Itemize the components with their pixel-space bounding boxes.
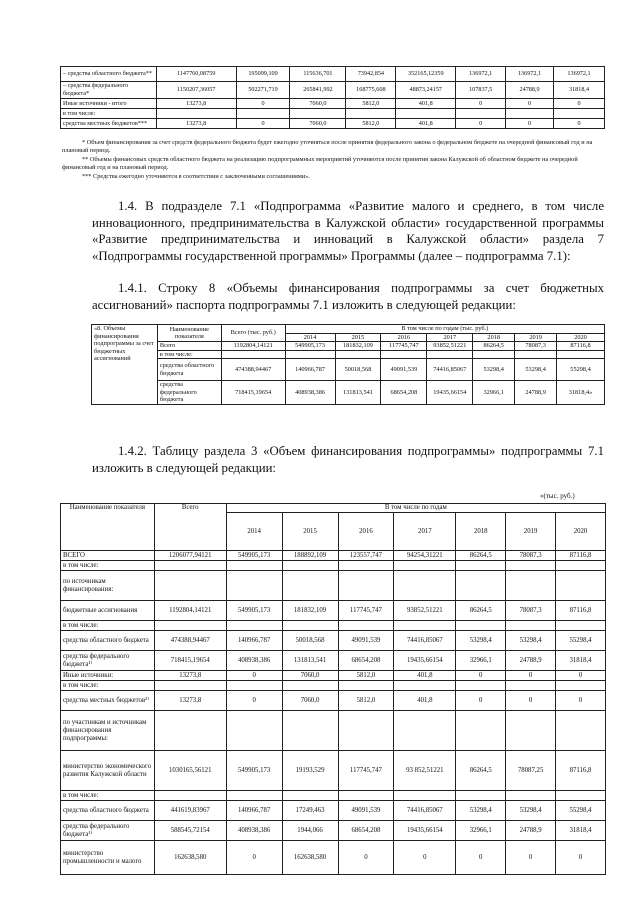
table-cell: 0 [456, 841, 506, 875]
table-cell [394, 561, 456, 571]
table-cell: 78087,3 [506, 601, 556, 621]
year-header: 2016 [381, 333, 427, 342]
row-label: средства местных бюджетов²⁾ [61, 691, 155, 711]
col-total-header: Всего [154, 504, 226, 551]
table-row [61, 67, 605, 82]
table-cell: 168775,608 [346, 82, 396, 99]
table-cell [506, 109, 554, 119]
table-cell: 0 [506, 671, 556, 681]
table-cell: 1150207,36057 [156, 82, 236, 99]
table-cell: 1944,066 [282, 821, 338, 841]
table-cell: 78087,3 [506, 551, 556, 561]
row-label: средства федерального бюджета [157, 381, 221, 405]
table-cell [456, 711, 506, 751]
table-cell: 401,8 [394, 691, 456, 711]
row-title: «8. Объемы финансирования подпрограммы за счет бюджетных ассигнований [92, 325, 158, 405]
table-cell: 123557,747 [338, 551, 394, 561]
table-cell: 265841,992 [290, 82, 346, 99]
table-cell: 94254,31221 [394, 551, 456, 561]
table-cell [338, 711, 394, 751]
table-cell: 0 [456, 671, 506, 681]
table-cell: 19193,529 [282, 751, 338, 791]
table-cell [338, 621, 394, 631]
table-cell: 195099,109 [236, 67, 290, 82]
table-cell: 181832,109 [335, 342, 381, 351]
table-cell: 549905,173 [226, 601, 282, 621]
table-cell: 0 [554, 119, 605, 129]
table-cell: 352165,12359 [396, 67, 456, 82]
table-cell: 78087,3 [515, 342, 557, 351]
row-label: средства областного бюджета [61, 801, 155, 821]
table-cell: 78087,25 [506, 751, 556, 791]
table-cell: 408938,386 [226, 821, 282, 841]
table-cell: 86264,5 [456, 751, 506, 791]
table-cell [456, 571, 506, 601]
table-cell [338, 791, 394, 801]
table-cell: 7060,0 [290, 99, 346, 109]
table-cell: 93 852,51221 [394, 751, 456, 791]
table-cell: 24788,9 [506, 651, 556, 671]
table-cell [394, 571, 456, 601]
table-cell [154, 681, 226, 691]
year-header: 2014 [285, 333, 335, 342]
table-row [61, 119, 605, 129]
table-cell: 73942,854 [346, 67, 396, 82]
row-label: в том числе: [157, 350, 221, 359]
table-cell [557, 350, 605, 359]
table-cell: 0 [556, 671, 606, 681]
table-cell: 13273,8 [156, 119, 236, 129]
table-cell: 5812,0 [338, 671, 394, 681]
table-cell: 0 [456, 691, 506, 711]
table-cell [556, 561, 606, 571]
table-cell [556, 571, 606, 601]
table-row [61, 691, 606, 711]
row-label: в том числе: [61, 791, 155, 801]
table-cell: 441619,83967 [154, 801, 226, 821]
passport-finance-table [91, 324, 605, 405]
table-cell [338, 681, 394, 691]
paragraph-1-4-1 [92, 280, 604, 313]
table-cell: 87116,8 [556, 551, 606, 561]
table-cell [236, 109, 290, 119]
table-cell: 53298,4 [456, 801, 506, 821]
table-row [61, 801, 606, 821]
row-label: министерство промышленности и малого [61, 841, 155, 875]
row-label: Всего [157, 342, 221, 351]
table-cell: 49091,539 [338, 631, 394, 651]
table-cell: 181832,109 [282, 601, 338, 621]
table-cell [154, 711, 226, 751]
table-row [61, 711, 606, 751]
table-cell: 1192804,14121 [221, 342, 285, 351]
table-cell [285, 350, 335, 359]
table-cell: 107837,5 [456, 82, 506, 99]
col-total-header: Всего (тыс. руб.) [221, 325, 285, 342]
table-cell: 115636,701 [290, 67, 346, 82]
table-row [92, 359, 605, 381]
table-row [61, 601, 606, 621]
paragraph-text: 1.4.1. Строку 8 «Объемы финансирования подпрограммы за счет бюджетных ассигнований» паспорта подпрограммы 7.1 изложить в следующей редакции: [92, 281, 604, 312]
table-cell [506, 561, 556, 571]
table-cell [226, 681, 282, 691]
table-cell: 13273,8 [156, 99, 236, 109]
table-cell: 0 [226, 691, 282, 711]
table-cell: 24788,9 [515, 381, 557, 405]
table-cell: 50018,568 [335, 359, 381, 381]
table-cell: 140966,787 [226, 801, 282, 821]
table-cell: 13273,8 [154, 671, 226, 681]
table-cell: 1030165,56121 [154, 751, 226, 791]
table-cell [394, 681, 456, 691]
table-row [61, 551, 606, 561]
table-cell [381, 350, 427, 359]
year-header: 2020 [556, 513, 606, 551]
unit-label: «(тыс. руб.) [540, 492, 575, 500]
footnote: * Объем финансирования за счет средств федерального бюджета будет ежегодно уточняться после принятия федерального закона о федеральном бюджете на очередной финансовый год и на плановый период. [62, 139, 593, 155]
table-cell: 53298,4 [506, 631, 556, 651]
table-cell [473, 350, 515, 359]
table-cell: 32966,1 [473, 381, 515, 405]
row-label: в том числе: [61, 109, 157, 119]
row-label: средства областного бюджета [157, 359, 221, 381]
table-cell: 53298,4 [506, 801, 556, 821]
table-cell: 19435,66154 [427, 381, 473, 405]
table-cell: 5812,0 [346, 99, 396, 109]
table-cell: 502271,719 [236, 82, 290, 99]
table-cell: 32966,1 [456, 821, 506, 841]
row-label: Иные источники - итого [61, 99, 157, 109]
table-cell [154, 791, 226, 801]
table-cell: 55298,4 [556, 631, 606, 651]
table-cell: 31818,4 [556, 821, 606, 841]
table-cell: 1206077,94121 [154, 551, 226, 561]
table-cell: 0 [506, 841, 556, 875]
paragraph-1-4-2 [92, 443, 604, 476]
table-cell: 93852,51221 [394, 601, 456, 621]
table-cell [427, 350, 473, 359]
row-label: Иные источники: [61, 671, 155, 681]
table-cell [154, 621, 226, 631]
table-cell: 549905,173 [285, 342, 335, 351]
table-cell: 87116,8 [556, 751, 606, 791]
paragraph-text: 1.4.2. Таблицу раздела 3 «Объем финансирования подпрограммы» подпрограммы 7.1 изложить в следующей редакции: [92, 444, 604, 475]
table-cell [515, 350, 557, 359]
table-cell [154, 561, 226, 571]
year-header: 2015 [282, 513, 338, 551]
table-cell: 162638,580 [154, 841, 226, 875]
table-cell: 68654,208 [338, 651, 394, 671]
table-row [92, 381, 605, 405]
table-cell: 5812,0 [346, 119, 396, 129]
table-cell: 140966,787 [285, 359, 335, 381]
table-row [61, 651, 606, 671]
table-cell: 87116,8 [556, 601, 606, 621]
table-cell: 131813,541 [335, 381, 381, 405]
table-cell: 87116,8 [557, 342, 605, 351]
table-cell: 588545,72154 [154, 821, 226, 841]
table-cell: 19435,66154 [394, 651, 456, 671]
table-cell: 55298,4 [557, 359, 605, 381]
table-cell: 13273,8 [154, 691, 226, 711]
table-cell: 31818,4» [557, 381, 605, 405]
footnote: ** Объемы финансовых средств областного бюджета на реализацию подпрограммных мероприятий уточняются после принятия закона Калужской об областном бюджете на очередной финансовый год и на плановый период. [62, 155, 578, 172]
table-cell [154, 571, 226, 601]
table-cell: 86264,5 [473, 342, 515, 351]
table-row [61, 751, 606, 791]
row-label: средства федерального бюджета¹⁾ [61, 651, 155, 671]
table-cell [282, 791, 338, 801]
table-cell [556, 681, 606, 691]
table-cell [506, 791, 556, 801]
table-cell [335, 350, 381, 359]
table-cell: 474388,94467 [221, 359, 285, 381]
table-row [61, 82, 605, 99]
table-cell [456, 791, 506, 801]
table-cell: 549905,173 [226, 551, 282, 561]
table-cell: 19435,66154 [394, 821, 456, 841]
table-cell: 0 [506, 691, 556, 711]
table-cell: 0 [236, 119, 290, 129]
year-header: 2014 [226, 513, 282, 551]
row-label: министерство экономического развития Калужской области [61, 751, 155, 791]
table-cell: 93852,51221 [427, 342, 473, 351]
table-row [61, 841, 606, 875]
table-cell: 408938,386 [226, 651, 282, 671]
paragraph-text: 1.4. В подразделе 7.1 «Подпрограмма «Развитие малого и среднего, в том числе инновационного, предпринимательства в Калужской области» государственной программы «Развитие предпринимательства и инноваций в Калужской области» раздела 7 «Подпрограммы государственной программы» Программы (далее – подпрограмма 7.1): [92, 199, 604, 263]
table-cell [456, 561, 506, 571]
table-row [61, 791, 606, 801]
table-cell: 0 [556, 841, 606, 875]
table-cell: 7060,0 [282, 671, 338, 681]
table-cell: 86264,5 [456, 551, 506, 561]
table-cell [456, 621, 506, 631]
table-cell [456, 109, 506, 119]
table-row [61, 621, 606, 631]
table-cell: 0 [556, 691, 606, 711]
year-header: 2015 [335, 333, 381, 342]
table-cell: 53298,4 [456, 631, 506, 651]
table-cell: 49091,539 [381, 359, 427, 381]
table-cell [338, 571, 394, 601]
table-cell [338, 561, 394, 571]
table-cell: 136972,1 [506, 67, 554, 82]
table-cell: 68654,208 [381, 381, 427, 405]
table-cell [554, 109, 605, 119]
table-row [61, 109, 605, 119]
table-cell: 0 [226, 671, 282, 681]
year-header: 2019 [515, 333, 557, 342]
table-cell: 136972,1 [456, 67, 506, 82]
table-cell: 50018,568 [282, 631, 338, 651]
table-cell: 718415,19654 [154, 651, 226, 671]
table-cell: 0 [456, 119, 506, 129]
table-cell: 68654,208 [338, 821, 394, 841]
table-cell: 401,8 [396, 119, 456, 129]
table-row [61, 561, 606, 571]
table-cell: 31818,4 [556, 651, 606, 671]
table-row [61, 671, 606, 681]
table-cell [556, 791, 606, 801]
table-cell: 7060,0 [282, 691, 338, 711]
table-cell: 136972,1 [554, 67, 605, 82]
table-cell: 53298,4 [473, 359, 515, 381]
row-label: средства областного бюджета [61, 631, 155, 651]
year-header: 2018 [473, 333, 515, 342]
year-header: 2019 [506, 513, 556, 551]
table-cell: 718415,19654 [221, 381, 285, 405]
top-finance-table [60, 66, 605, 129]
table-cell: 0 [338, 841, 394, 875]
table-cell: 140966,787 [226, 631, 282, 651]
table-cell: 86264,5 [456, 601, 506, 621]
table-cell: 53298,4 [515, 359, 557, 381]
table-cell [556, 621, 606, 631]
table-cell [556, 711, 606, 751]
table-cell [226, 711, 282, 751]
table-cell [156, 109, 236, 119]
table-cell [282, 711, 338, 751]
table-row [61, 821, 606, 841]
table-cell: 401,8 [394, 671, 456, 681]
table-cell: 474388,94467 [154, 631, 226, 651]
table-cell: 0 [554, 99, 605, 109]
table-cell: 24788,9 [506, 82, 554, 99]
table-cell [456, 681, 506, 691]
row-label: бюджетные ассигнования [61, 601, 155, 621]
years-header: В том числе по годам [226, 504, 605, 513]
table-cell: 17249,463 [282, 801, 338, 821]
year-header: 2017 [394, 513, 456, 551]
table-cell [506, 711, 556, 751]
row-label: по источникам финансирования: [61, 571, 155, 601]
table-cell: 31818,4 [554, 82, 605, 99]
table-cell [506, 681, 556, 691]
table-cell: 1147760,08759 [156, 67, 236, 82]
year-header: 2020 [557, 333, 605, 342]
table-cell: 74416,85067 [427, 359, 473, 381]
table-cell: 401,8 [396, 99, 456, 109]
table-cell [282, 681, 338, 691]
table-cell: 408938,386 [285, 381, 335, 405]
table-cell: 117745,747 [338, 601, 394, 621]
table-cell: 0 [394, 841, 456, 875]
col-name-header: Наименование показателя [61, 504, 155, 551]
table-cell: 74416,85067 [394, 631, 456, 651]
table-cell: 0 [506, 119, 554, 129]
table-cell: 48873,24157 [396, 82, 456, 99]
table-cell [396, 109, 456, 119]
table-cell [394, 711, 456, 751]
table-cell: 0 [506, 99, 554, 109]
table-cell [346, 109, 396, 119]
row-label: средства федерального бюджета¹⁾ [61, 821, 155, 841]
table-cell [394, 791, 456, 801]
year-header: 2016 [338, 513, 394, 551]
year-header: 2018 [456, 513, 506, 551]
footnote: *** Средства ежегодно уточняются в соответствии с заключенными соглашениями». [82, 172, 310, 180]
years-header: В том числе по годам (тыс. руб.) [285, 325, 604, 334]
table-cell: 5812,0 [338, 691, 394, 711]
table-cell: 74416,85067 [394, 801, 456, 821]
row-label: средства местных бюджетов*** [61, 119, 157, 129]
table-cell [282, 621, 338, 631]
table-cell [226, 791, 282, 801]
row-label: ВСЕГО [61, 551, 155, 561]
table-cell: 24788,9 [506, 821, 556, 841]
table-cell: 162638,580 [282, 841, 338, 875]
table-cell: 0 [456, 99, 506, 109]
row-label: в том числе: [61, 621, 155, 631]
table-cell: 55298,4 [556, 801, 606, 821]
table-cell: 117745,747 [381, 342, 427, 351]
table-cell: 32966,1 [456, 651, 506, 671]
table-cell [282, 561, 338, 571]
table-cell [506, 571, 556, 601]
table-cell: 188892,109 [282, 551, 338, 561]
table-row [61, 681, 606, 691]
footnotes [62, 139, 610, 181]
table-cell: 0 [226, 841, 282, 875]
row-label: – средства федерального бюджета* [61, 82, 157, 99]
table-cell: 49091,539 [338, 801, 394, 821]
table-row [92, 342, 605, 351]
table-cell: 117745,747 [338, 751, 394, 791]
row-label: по участникам и источникам финансирования подпрограммы: [61, 711, 155, 751]
col-name-header: Наименование показателя [157, 325, 221, 342]
table-cell: 549905,173 [226, 751, 282, 791]
table-cell [290, 109, 346, 119]
table-row [61, 631, 606, 651]
table-cell [226, 621, 282, 631]
table-cell [506, 621, 556, 631]
row-label: в том числе: [61, 681, 155, 691]
table-cell [226, 571, 282, 601]
table-cell: 1192804,14121 [154, 601, 226, 621]
table-cell: 7060,0 [290, 119, 346, 129]
table-cell [394, 621, 456, 631]
row-label: – средства областного бюджета** [61, 67, 157, 82]
table-cell [221, 350, 285, 359]
table-row [61, 571, 606, 601]
table-row [92, 350, 605, 359]
subprogram-finance-table [60, 503, 606, 875]
table-row [61, 99, 605, 109]
table-cell: 0 [236, 99, 290, 109]
row-label: в том числе: [61, 561, 155, 571]
table-cell: 131813,541 [282, 651, 338, 671]
table-cell [282, 571, 338, 601]
paragraph-1-4 [92, 198, 604, 264]
year-header: 2017 [427, 333, 473, 342]
table-cell [226, 561, 282, 571]
